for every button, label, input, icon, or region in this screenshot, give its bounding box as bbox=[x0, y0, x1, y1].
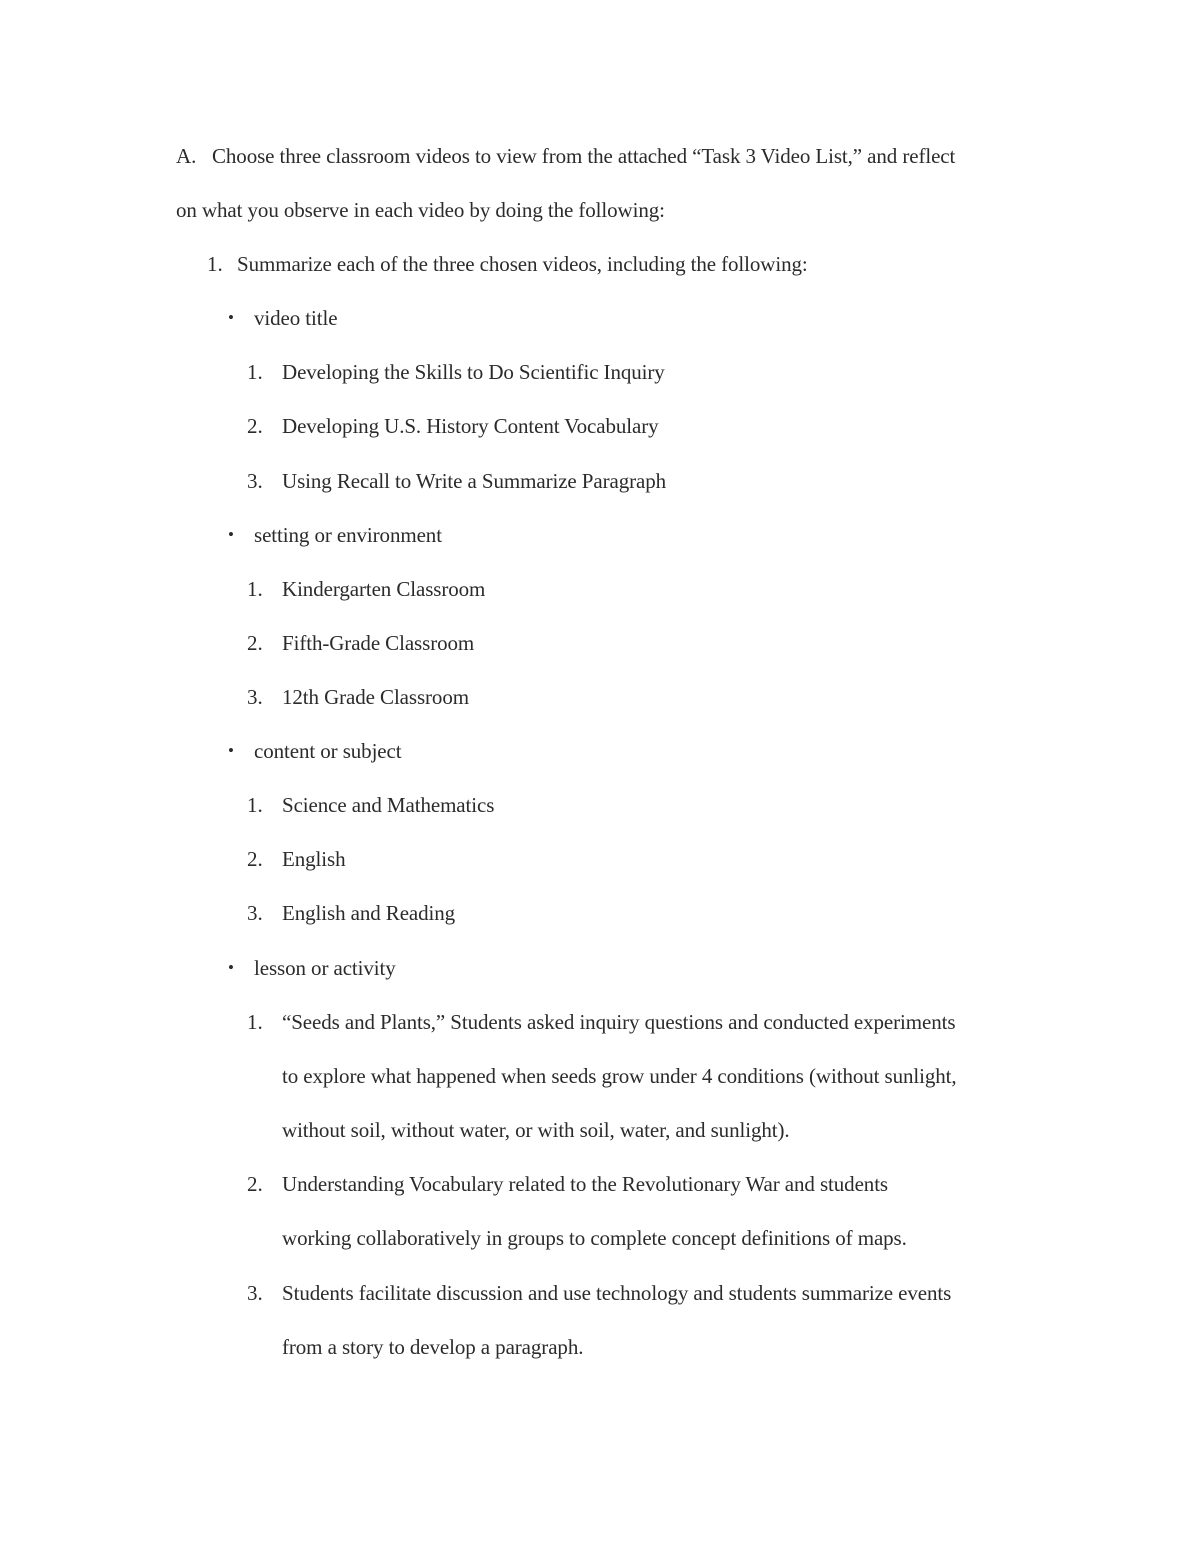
bullet-icon: • bbox=[228, 741, 234, 760]
list-item-text: 12th Grade Classroom bbox=[282, 685, 469, 709]
list-item-text: Understanding Vocabulary related to the Revolutionary War and students bbox=[282, 1172, 888, 1196]
bullet-icon: • bbox=[228, 308, 234, 327]
item-1-text: Summarize each of the three chosen videos, including the following: bbox=[237, 252, 808, 276]
section-heading-content: content or subject bbox=[254, 739, 402, 763]
task-a-label: A. bbox=[176, 144, 197, 168]
list-item-text: Developing U.S. History Content Vocabulary bbox=[282, 414, 659, 438]
list-item-label: 3. bbox=[247, 685, 263, 709]
list-item-text: working collaboratively in groups to complete concept definitions of maps. bbox=[282, 1226, 907, 1250]
list-item-text: from a story to develop a paragraph. bbox=[282, 1335, 584, 1359]
list-item-label: 2. bbox=[247, 847, 263, 871]
list-item-label: 3. bbox=[247, 901, 263, 925]
list-item-text: Using Recall to Write a Summarize Paragraph bbox=[282, 469, 667, 493]
list-item-label: 1. bbox=[247, 793, 263, 817]
list-item-label: 3. bbox=[247, 1281, 263, 1305]
list-item-text: English bbox=[282, 847, 346, 871]
list-item-label: 2. bbox=[247, 1172, 263, 1196]
list-item-text: Kindergarten Classroom bbox=[282, 577, 486, 601]
list-item-text: Science and Mathematics bbox=[282, 793, 495, 817]
task-a-line-2: on what you observe in each video by doing the following: bbox=[176, 198, 665, 222]
list-item-label: 1. bbox=[247, 577, 263, 601]
list-item-text: Students facilitate discussion and use technology and students summarize events bbox=[282, 1281, 952, 1305]
section-heading-lesson: lesson or activity bbox=[254, 956, 396, 980]
list-item-label: 1. bbox=[247, 360, 263, 384]
list-item-text: Fifth-Grade Classroom bbox=[282, 631, 475, 655]
list-item-text: without soil, without water, or with soil, water, and sunlight). bbox=[282, 1118, 790, 1142]
list-item-label: 3. bbox=[247, 469, 263, 493]
bullet-icon: • bbox=[228, 525, 234, 544]
section-heading-setting: setting or environment bbox=[254, 523, 442, 547]
section-heading-video-title: video title bbox=[254, 306, 338, 330]
list-item-label: 1. bbox=[247, 1010, 263, 1034]
item-1-label: 1. bbox=[207, 252, 223, 276]
bullet-icon: • bbox=[228, 958, 234, 977]
list-item-label: 2. bbox=[247, 631, 263, 655]
list-item-text: to explore what happened when seeds grow under 4 conditions (without sunlight, bbox=[282, 1064, 957, 1088]
list-item-text: “Seeds and Plants,” Students asked inquiry questions and conducted experiments bbox=[282, 1010, 956, 1034]
list-item-text: Developing the Skills to Do Scientific Inquiry bbox=[282, 360, 665, 384]
task-a-line-1: Choose three classroom videos to view from the attached “Task 3 Video List,” and reflect bbox=[212, 144, 956, 168]
list-item-text: English and Reading bbox=[282, 901, 456, 925]
list-item-label: 2. bbox=[247, 414, 263, 438]
